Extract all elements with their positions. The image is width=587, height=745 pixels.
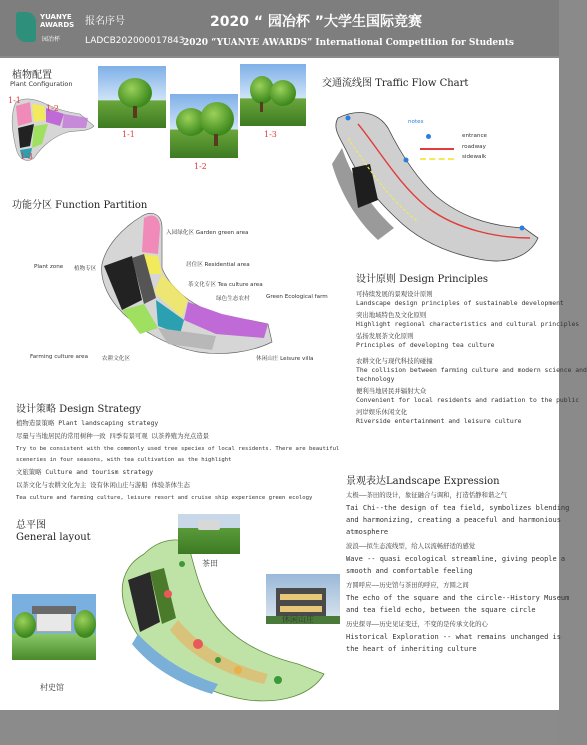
function-title: 功能分区 Function Partition bbox=[12, 200, 148, 211]
principle-line: 突出地域特色及文化原则 bbox=[356, 311, 427, 319]
map-label-1-2: 1-2 bbox=[46, 104, 59, 113]
plant-photo-1-2 bbox=[170, 94, 238, 158]
legend-roadway: roadway bbox=[462, 144, 486, 150]
photo-label-1-1: 1-1 bbox=[122, 130, 135, 139]
yuanye-logo-icon bbox=[16, 12, 36, 42]
layout-title-en: General layout bbox=[16, 532, 91, 543]
strategy-line: sceneries in four seasons, with tea cultivation as the highlight bbox=[16, 457, 232, 463]
village-museum-photo bbox=[12, 594, 96, 660]
expression-title: 景观表达Landscape Expression bbox=[346, 476, 500, 487]
logo-text: YUANYE AWARDS bbox=[40, 13, 75, 29]
label-garden-green: 入园绿化区 Garden green area bbox=[166, 230, 249, 236]
expression-line: 方圆呼应——历史馆与茶田的呼应，方圆之间 bbox=[346, 581, 469, 589]
principle-line: 可持续发展的景观设计原则 bbox=[356, 290, 433, 298]
principles-title: 设计原则 Design Principles bbox=[356, 274, 489, 285]
expression-line: Tai Chi--the design of tea field, symbolizes blending bbox=[346, 504, 570, 512]
header-bar bbox=[0, 0, 559, 56]
principle-line: Landscape design principles of sustainable development bbox=[356, 299, 564, 307]
expression-line: The echo of the square and the circle--History Museum bbox=[346, 594, 570, 602]
strategy-line: 植物造景策略 Plant landscaping strategy bbox=[16, 419, 159, 427]
expression-line: smooth and comfortable feeling bbox=[346, 567, 473, 575]
legend-roadway-icon bbox=[420, 148, 454, 150]
expression-line: Wave -- quasi ecological streamline, giving people a bbox=[346, 555, 566, 563]
expression-line: 历史探寻——历史见证变迁，不变的是传承文化的心 bbox=[346, 620, 488, 628]
strategy-line: 以茶文化与农耕文化为主 设有休闲山庄与游船 体验茶体生态 bbox=[16, 481, 190, 489]
traffic-flow-map bbox=[318, 88, 550, 288]
photo-label-1-3: 1-3 bbox=[264, 130, 277, 139]
label-farming-cn: 农耕文化区 bbox=[102, 356, 130, 362]
expression-line: atmosphere bbox=[346, 528, 389, 536]
layout-title-cn: 总平图 bbox=[16, 520, 46, 531]
legend-entrance: entrance bbox=[462, 133, 487, 139]
map-label-1-3: 1-3 bbox=[20, 152, 33, 161]
principle-line: Highlight regional characteristics and cultural principles bbox=[356, 320, 580, 328]
principle-line: technology bbox=[356, 375, 395, 383]
traffic-legend-title: notes bbox=[408, 119, 424, 125]
plant-photo-1-3 bbox=[240, 64, 306, 126]
label-tea-field: 茶田 bbox=[202, 559, 218, 568]
principle-line: 河岸娱乐休闲文化 bbox=[356, 408, 408, 416]
logo-cn: 园冶杯 bbox=[42, 36, 61, 43]
traffic-title: 交通流线图 Traffic Flow Chart bbox=[322, 78, 469, 89]
strategy-line: Tea culture and farming culture, leisure resort and cruise ship experience green ecology bbox=[16, 495, 313, 501]
principle-line: 弘扬发展茶文化原则 bbox=[356, 332, 414, 340]
title-cn: 2020 “ 园冶杯 ”大学生国际竞赛 bbox=[210, 14, 422, 30]
label-green-farm-cn: 绿色生态农村 bbox=[216, 296, 250, 302]
label-leisure-villa-photo: 休闲山庄 bbox=[282, 615, 314, 624]
registration-label: 报名序号 bbox=[85, 16, 125, 27]
footer-bar bbox=[0, 710, 559, 745]
principle-line: 便利当地居民并辐射大众 bbox=[356, 387, 427, 395]
expression-line: the heart of inheriting culture bbox=[346, 645, 477, 653]
legend-entrance-icon bbox=[426, 134, 431, 139]
tea-field-photo bbox=[178, 514, 240, 554]
expression-line: 太极——茶田的设计，象征融合与调和，打造恬静和谐之气 bbox=[346, 491, 508, 499]
principle-line: Principles of developing tea culture bbox=[356, 341, 495, 349]
label-plant-zone-en: Plant zone bbox=[34, 264, 64, 270]
expression-line: and harmonizing, creating a peaceful and harmonious bbox=[346, 516, 561, 524]
expression-line: Historical Exploration -- what remains unchanged is bbox=[346, 633, 561, 641]
legend-sidewalk: sidewalk bbox=[462, 154, 487, 160]
strategy-line: Try to be consistent with the commonly used tree species of local residents. There are beautiful bbox=[16, 446, 340, 452]
expression-line: 波浪——拟生态流线型，给人以流畅舒适的感觉 bbox=[346, 542, 476, 550]
principle-line: Convenient for local residents and radiation to the public bbox=[356, 396, 580, 404]
strategy-line: 文旅策略 Culture and tourism strategy bbox=[16, 468, 154, 476]
label-tea-culture: 茶文化专区 Tea culture area bbox=[188, 282, 263, 288]
plant-config-title-en: Plant Configuration bbox=[10, 80, 73, 88]
principle-line: Riverside entertainment and leisure culture bbox=[356, 417, 522, 425]
label-green-farm-en: Green Ecological farm bbox=[266, 294, 328, 300]
principle-line: 农耕文化与现代科技的碰撞 bbox=[356, 357, 433, 365]
label-farming-en: Farming culture area bbox=[30, 354, 88, 360]
strategy-line: 尽量与当地居民的常用树种一致 四季有景可观 以茶养殖为亮点造景 bbox=[16, 432, 210, 440]
poster-board bbox=[0, 58, 587, 710]
label-village-museum: 村史馆 bbox=[40, 683, 64, 692]
label-plant-zone-cn: 植物专区 bbox=[74, 266, 97, 272]
title-en: 2020 “YUANYE AWARDS” International Competition for Students bbox=[183, 38, 514, 48]
registration-number: LADCB202000017843 bbox=[85, 36, 185, 46]
plant-photo-1-1 bbox=[98, 66, 166, 128]
photo-label-1-2: 1-2 bbox=[194, 162, 207, 171]
label-leisure-villa: 休闲山庄 Leisure villa bbox=[256, 356, 314, 362]
expression-line: and tea field echo, between the square circle bbox=[346, 606, 536, 614]
label-residential: 居住区 Residential area bbox=[186, 262, 250, 268]
strategy-title: 设计策略 Design Strategy bbox=[16, 404, 142, 415]
map-label-1-1: 1-1 bbox=[8, 96, 21, 105]
principle-line: The collision between farming culture and modern science and bbox=[356, 366, 587, 374]
legend-sidewalk-icon bbox=[420, 158, 454, 160]
plant-config-title: 植物配置 bbox=[12, 70, 52, 81]
